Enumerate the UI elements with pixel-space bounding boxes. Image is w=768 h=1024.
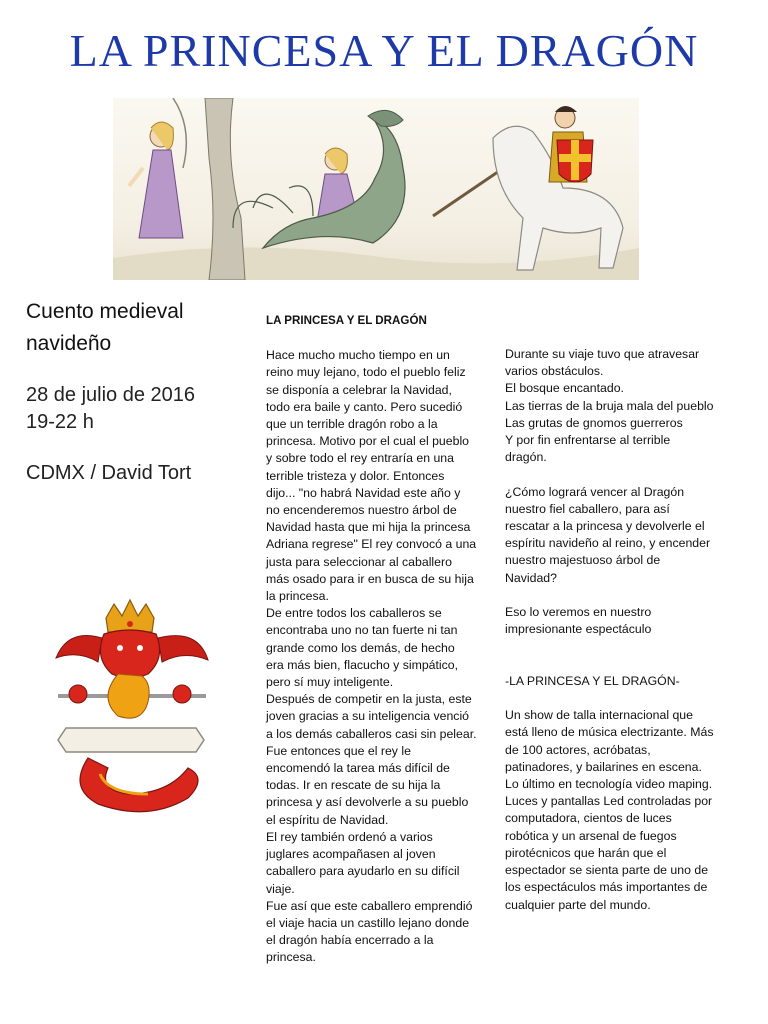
story-line: terrible tristeza y dolor. Entonces: [266, 468, 445, 483]
story-line: varios obstáculos.: [505, 364, 604, 379]
story-column-1: [266, 312, 496, 967]
story-text-2: [505, 346, 755, 914]
story-line: grande como los demás, de hecho: [266, 640, 455, 655]
story-line: no encenderemos nuestro árbol de: [266, 503, 457, 518]
story-line: pero sí muy inteligente.: [266, 675, 394, 690]
story-line: Después de competir en la justa, este: [266, 692, 472, 707]
story-line: Navidad hasta que mi hija la princesa: [266, 520, 471, 535]
story-column-2: [505, 312, 755, 914]
story-line: Eso lo veremos en nuestro: [505, 605, 652, 620]
story-line: los espectáculos más importantes de: [505, 880, 708, 895]
story-line: Luces y pantallas Led controladas por: [505, 794, 713, 809]
story-line: todo era baile y canto. Pero sucedió: [266, 399, 463, 414]
story-line: princesa. Motivo por el cual el pueblo: [266, 434, 470, 449]
story-line: Navidad?: [505, 570, 557, 585]
story-line: encomendó la tarea más difícil de: [266, 761, 450, 776]
story-line: espectador se sienta parte de uno de: [505, 863, 709, 878]
event-subtitle: Cuento medieval navideño: [26, 300, 184, 355]
story-line: El rey también ordenó a varios: [266, 829, 433, 844]
story-heading: LA PRINCESA Y EL DRAGÓN: [266, 314, 427, 327]
story-line: patinadores, y bailarines en escena.: [505, 759, 702, 774]
story-line: princesa y así devolverle a su pueblo: [266, 795, 469, 810]
story-line: todas. Ir en rescate de su hija la: [266, 778, 441, 793]
story-line: [505, 638, 755, 655]
story-line: juglares acompañasen al joven: [266, 847, 436, 862]
story-line: nuestro fiel caballero, para así: [505, 501, 670, 516]
story-line: rescatar a la princesa y devolverle el: [505, 519, 705, 534]
story-line: [505, 656, 755, 673]
page-title: LA PRINCESA Y EL DRAGÓN: [69, 25, 699, 76]
story-line: Fue entonces que el rey le: [266, 743, 411, 758]
story-line: y sobre todo el rey entraría en una: [266, 451, 454, 466]
story-line: cualquier parte del mundo.: [505, 897, 651, 912]
story-line: -LA PRINCESA Y EL DRAGÓN-: [505, 673, 680, 688]
story-line: viaje.: [266, 881, 295, 896]
event-time: 19-22 h: [26, 411, 94, 433]
story-line: robótica y un arsenal de fuegos: [505, 828, 677, 843]
story-line: más osado para ir en busca de su hija: [266, 571, 474, 586]
story-line: dragón.: [505, 450, 547, 465]
story-line: De entre todos los caballeros se: [266, 606, 442, 621]
story-line: la princesa.: [266, 589, 329, 604]
dragon-emblem: [48, 598, 214, 830]
story-line: Las tierras de la bruja mala del pueblo: [505, 398, 714, 413]
story-line: ¿Cómo logrará vencer al Dragón: [505, 484, 685, 499]
story-line: a los demás caballeros casi sin pelear.: [266, 726, 477, 741]
story-line: está lleno de música electrizante. Más: [505, 725, 714, 740]
story-line: el espíritu de Navidad.: [266, 812, 389, 827]
story-line: era más bien, flacucho y simpático,: [266, 657, 459, 672]
event-date: 28 de julio de 2016: [26, 384, 196, 406]
story-line: princesa.: [266, 950, 316, 965]
event-credit: CDMX / David Tort: [26, 462, 192, 484]
story-line: Adriana regrese" El rey convocó a una: [266, 537, 477, 552]
story-line: de 100 actores, acróbatas,: [505, 742, 651, 757]
story-line: caballero para ayudarlo en su difícil: [266, 864, 460, 879]
story-line: Fue así que este caballero emprendió: [266, 898, 473, 913]
story-line: joven gracias a su inteligencia venció: [266, 709, 470, 724]
story-line: que un terrible dragón robo a la: [266, 417, 438, 432]
story-line: Y por fin enfrentarse al terrible: [505, 433, 671, 448]
story-line: Lo último en tecnología video maping.: [505, 777, 713, 792]
story-line: [505, 690, 755, 707]
event-info: [26, 296, 236, 487]
illustration-princess-dragon-knight-icon: [113, 98, 639, 280]
story-line: justa para seleccionar al caballero: [266, 554, 452, 569]
story-line: pirotécnicos que harán que el: [505, 845, 667, 860]
story-line: computadora, cientos de luces: [505, 811, 672, 826]
story-line: Las grutas de gnomos guerreros: [505, 415, 683, 430]
story-line: El bosque encantado.: [505, 381, 624, 396]
story-line: [505, 466, 755, 483]
story-line: el viaje hacia un castillo lejano donde: [266, 915, 470, 930]
story-line: espíritu navideño al reino, y encender: [505, 536, 711, 551]
story-line: el dragón había encerrado a la: [266, 933, 434, 948]
story-line: impresionante espectáculo: [505, 622, 652, 637]
story-line: reino muy lejano, todo el pueblo feliz: [266, 365, 466, 380]
story-line: nuestro majestuoso árbol de: [505, 553, 661, 568]
banner-illustration: [113, 98, 639, 280]
story-line: encontraba uno no tan fuerte ni tan: [266, 623, 458, 638]
story-line: Un show de talla internacional que: [505, 708, 693, 723]
story-line: se disponía a celebrar la Navidad,: [266, 382, 452, 397]
story-line: dijo... "no habrá Navidad este año y: [266, 485, 461, 500]
story-text-1: [266, 347, 496, 966]
story-line: [505, 587, 755, 604]
story-line: Hace mucho mucho tiempo en un: [266, 348, 450, 363]
story-line: Durante su viaje tuvo que atravesar: [505, 347, 700, 361]
crowned-dragon-emblem-icon: [48, 598, 214, 830]
